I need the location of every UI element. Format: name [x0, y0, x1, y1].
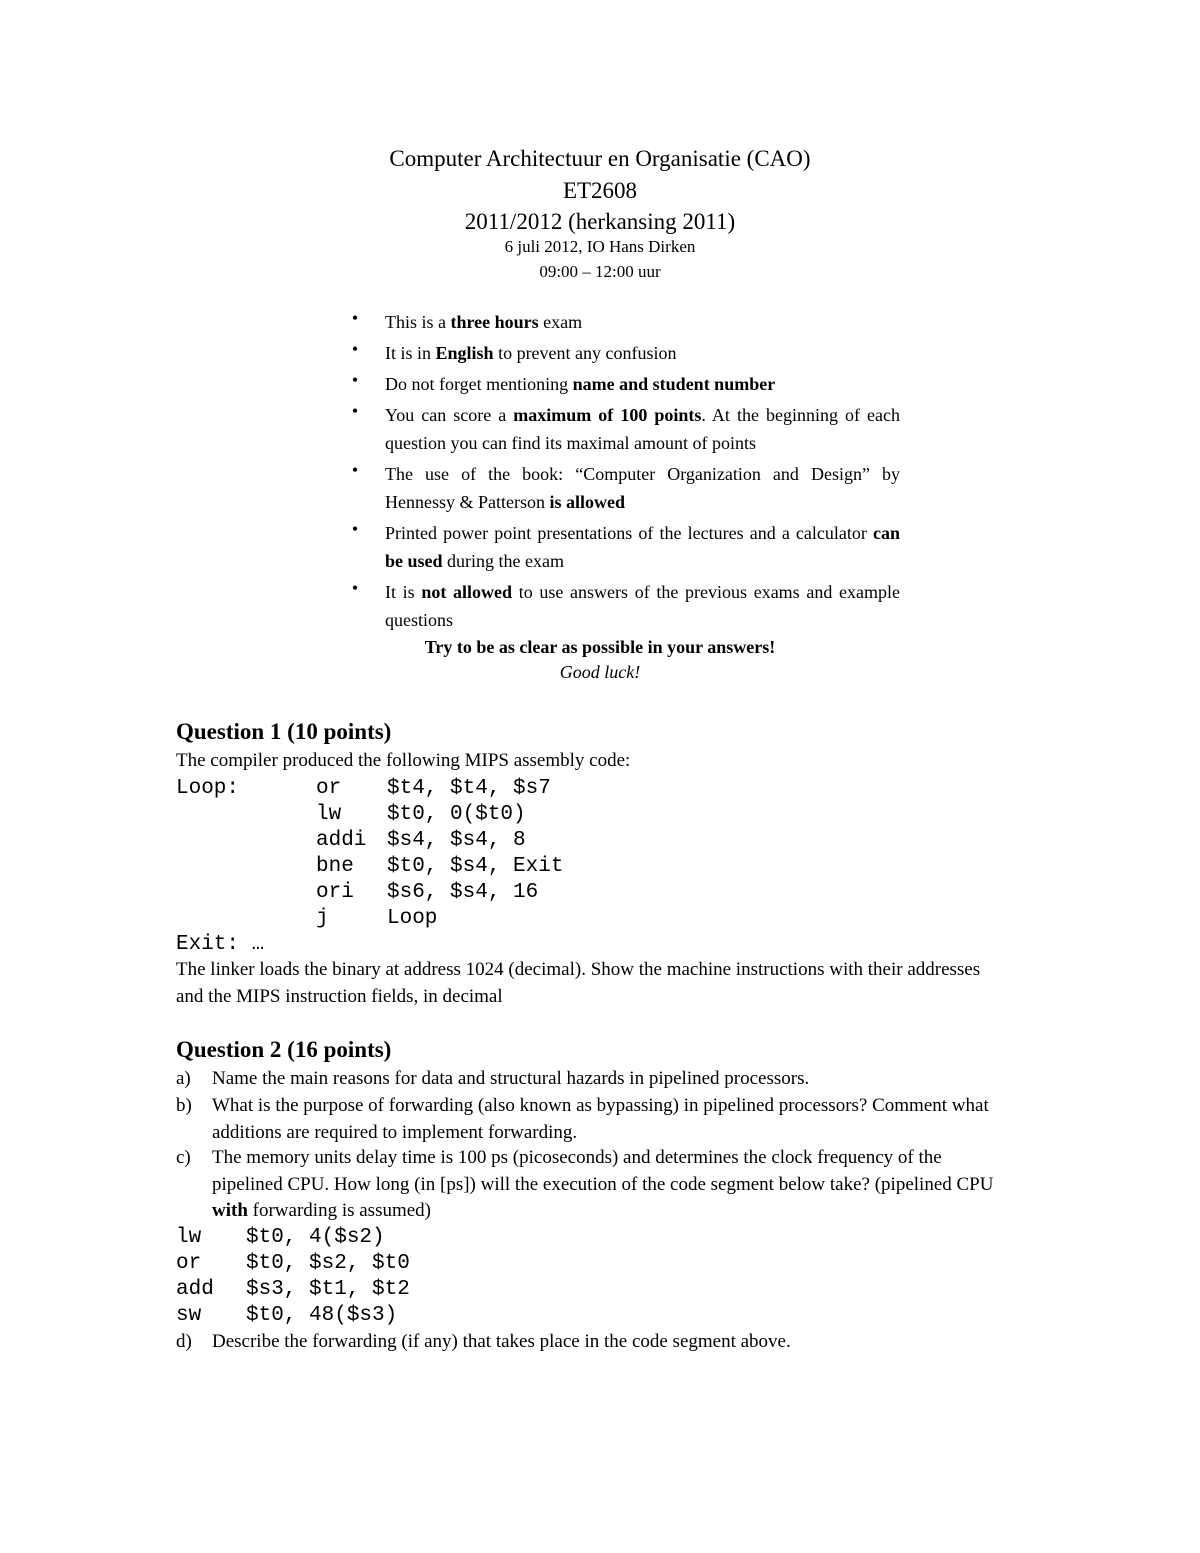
code-op: lw [316, 803, 342, 826]
code-op: or [316, 777, 342, 800]
code-args: $t0, 48($s3) [246, 1304, 398, 1327]
code-op: sw [176, 1304, 202, 1327]
code-args: $t0, $s2, $t0 [246, 1252, 410, 1275]
course-code: ET2608 [562, 178, 638, 203]
code-args: $t0, 4($s2) [246, 1226, 385, 1249]
code-args: $s3, $t1, $t2 [246, 1278, 410, 1301]
code-op: add [176, 1278, 214, 1301]
code-op: j [316, 907, 329, 930]
question-1-task: The linker loads the binary at address 1024 (decimal). Show the machine instructions with their addresses and the MIPS instruction fields, in decimal [176, 959, 981, 1007]
good-luck: Good luck! [559, 662, 641, 682]
exam-date-place: 6 juli 2012, IO Hans Dirken [504, 237, 696, 256]
bullet-icon: • [351, 370, 359, 390]
code-args: $s6, $s4, 16 [387, 881, 539, 904]
bullet-icon: • [351, 339, 359, 359]
bullet-icon: • [351, 460, 359, 480]
code-args: $t0, 0($t0) [387, 803, 526, 826]
bullet-icon: • [351, 401, 359, 421]
code-op: addi [316, 829, 367, 852]
code-op: lw [176, 1226, 202, 1249]
bullet-icon: • [351, 578, 359, 598]
code-args: $s4, $s4, 8 [387, 829, 526, 852]
question-2-title: Question 2 (16 points) [176, 1037, 392, 1062]
clear-answers-note: Try to be as clear as possible in your answers! [424, 637, 776, 657]
question-1-title: Question 1 (10 points) [176, 719, 392, 744]
exam-page: Computer Architectuur en Organisatie (CAO) ET2608 2011/2012 (herkansing 2011) 6 juli 2012, IO Hans Dirken 09:00 – 12:00 uur • This is a three hours exam • It is in English to prevent any confusion • Do not forget mentioning name and student number • You can score a maximum of 100 points. At the beginning of each question you can find its maximal amount of points • The use of the book: “Computer Organization and Design” by Hennessy & Patterson is allowed • Printed power point presentations of the lectures and a calculator can be used during the exam • It is not allowed to use answers of the previous exams and example questions Try to be as clear as possible in your answers! Good luck! Question 1 (10 points) The compiler produced the following MIPS assembly code: Loop: or $t4, $t4, $s7 lw $t0, 0($t0) addi $s4, $s4, 8 bne $t0, $s4, Exit ori $s6, $s4, 16 j Loop Exit: … The linker loads the binary at address 1024 (decimal). Show the machine instructions with their addresses and the MIPS instruction fields, in decimal Question 2 (16 points) a) Name the main reasons for data and structural hazards in pipelined processors. b) What is the purpose of forwarding (also known as bypassing) in pipelined processors? Comment what additions are required to implement forwarding. c) The memory units delay time is 100 ps (picoseconds) and determines the clock frequency of the pipelined CPU. How long (in [ps]) will the execution of the code segment below take? (pipelined CPU with forwarding is assumed) lw $t0, 4($s2) or $t0, $s2, $t0 add $s3, $t1, $t2 sw $t0, 48($s3) d) Describe the forwarding (if any) that takes place in the code segment above. [0, 0, 1200, 1553]
bullet-icon: • [351, 519, 359, 539]
question-1-intro: The compiler produced the following MIPS assembly code: [176, 750, 631, 771]
code-args: $t0, $s4, Exit [387, 855, 564, 878]
code-op: ori [316, 881, 354, 904]
code-args: Loop [387, 907, 438, 930]
code-op: or [176, 1252, 202, 1275]
exam-time: 09:00 – 12:00 uur [539, 262, 661, 281]
exam-year: 2011/2012 (herkansing 2011) [464, 209, 736, 234]
course-title: Computer Architectuur en Organisatie (CAO) [389, 146, 811, 171]
code-op: bne [316, 855, 354, 878]
bullet-icon: • [351, 308, 359, 328]
code-args: $t4, $t4, $s7 [387, 777, 551, 800]
code-label-exit: Exit: … [176, 933, 265, 956]
code-label-loop: Loop: [176, 777, 240, 800]
